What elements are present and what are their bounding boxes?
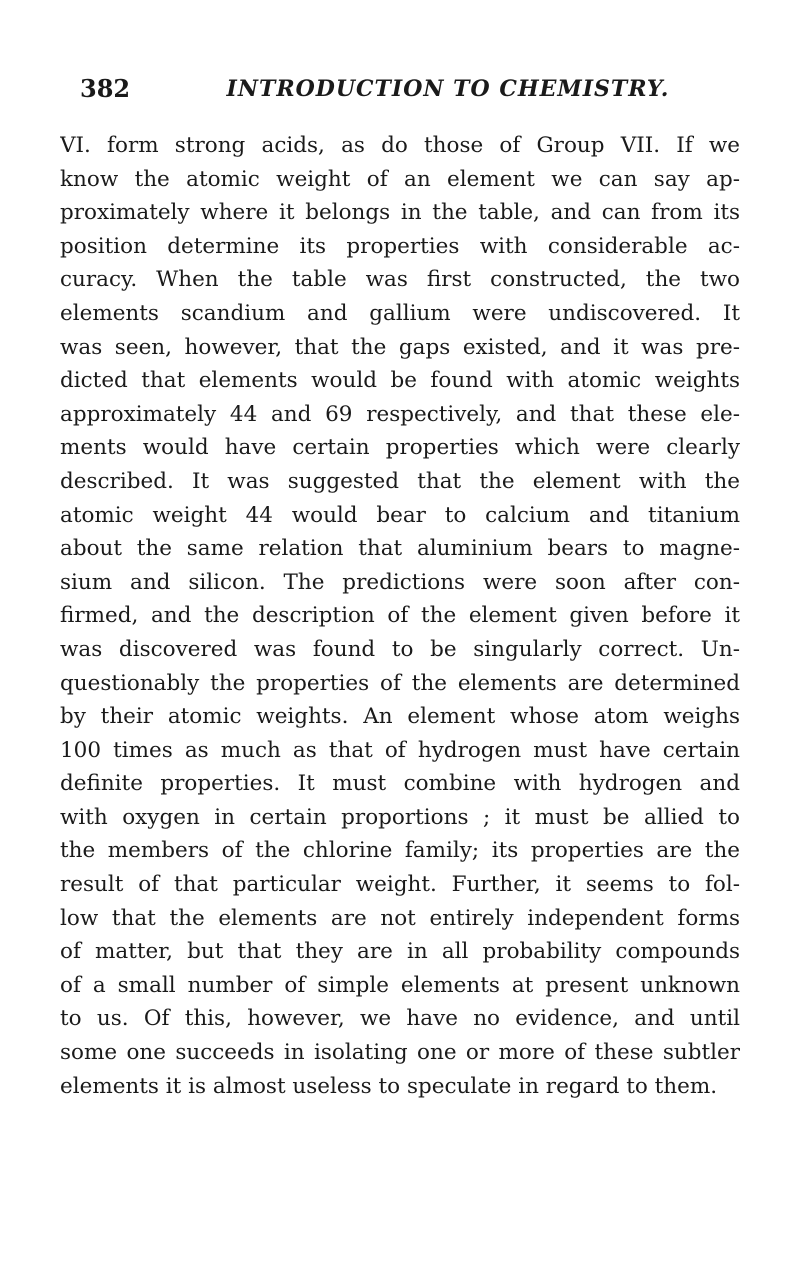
text-line: ments would have certain properties which were clearly <box>60 435 740 461</box>
text-line: about the same relation that aluminium bears to magne- <box>60 536 740 562</box>
text-line: described. It was suggested that the element with the <box>60 468 740 494</box>
text-line: with oxygen in certain proportions ; it must be allied to <box>60 804 740 830</box>
text-line: to us. Of this, however, we have no evidence, and until <box>60 1006 740 1032</box>
text-line: position determine its properties with considerable ac- <box>60 233 740 259</box>
text-line: the members of the chlorine family; its properties are the <box>60 838 740 864</box>
text-line: elements it is almost useless to speculate in regard to them. <box>60 1073 718 1099</box>
text-line: dicted that elements would be found with atomic weights <box>60 368 740 394</box>
text-line: curacy. When the table was first constructed, the two <box>60 267 740 293</box>
text-line: was discovered was found to be singularly correct. Un- <box>60 636 740 662</box>
text-line: know the atomic weight of an element we can say ap- <box>60 166 740 192</box>
text-line: atomic weight 44 would bear to calcium and titanium <box>60 502 740 528</box>
text-line: was seen, however, that the gaps existed, and it was pre- <box>60 334 740 360</box>
text-line: some one succeeds in isolating one or more of these subtler <box>60 1040 740 1066</box>
text-line: by their atomic weights. An element whose atom weighs <box>60 704 740 730</box>
running-head <box>80 72 760 106</box>
text-line: proximately where it belongs in the table, and can from its <box>60 200 740 226</box>
text-line: firmed, and the description of the element given before it <box>60 603 740 629</box>
text-line: elements scandium and gallium were undiscovered. It <box>60 300 740 326</box>
text-line: VI. form strong acids, as do those of Group VII. If we <box>60 133 740 158</box>
text-line: 100 times as much as that of hydrogen must have certain <box>60 737 740 763</box>
text-line: questionably the properties of the elements are determined <box>60 670 740 696</box>
body-paragraph <box>60 129 740 1103</box>
text-line: low that the elements are not entirely independent forms <box>60 905 740 931</box>
text-line: of a small number of simple elements at present unknown <box>60 972 740 998</box>
text-line: approximately 44 and 69 respectively, and that these ele- <box>60 401 740 427</box>
running-head-title: INTRODUCTION TO CHEMISTRY. <box>226 76 670 102</box>
text-line: of matter, but that they are in all probability compounds <box>60 939 740 965</box>
text-line: sium and silicon. The predictions were soon after con- <box>60 569 740 595</box>
page-number: 382 <box>80 74 131 103</box>
text-line: result of that particular weight. Further, it seems to fol- <box>60 872 740 898</box>
text-line: definite properties. It must combine with hydrogen and <box>60 771 740 797</box>
